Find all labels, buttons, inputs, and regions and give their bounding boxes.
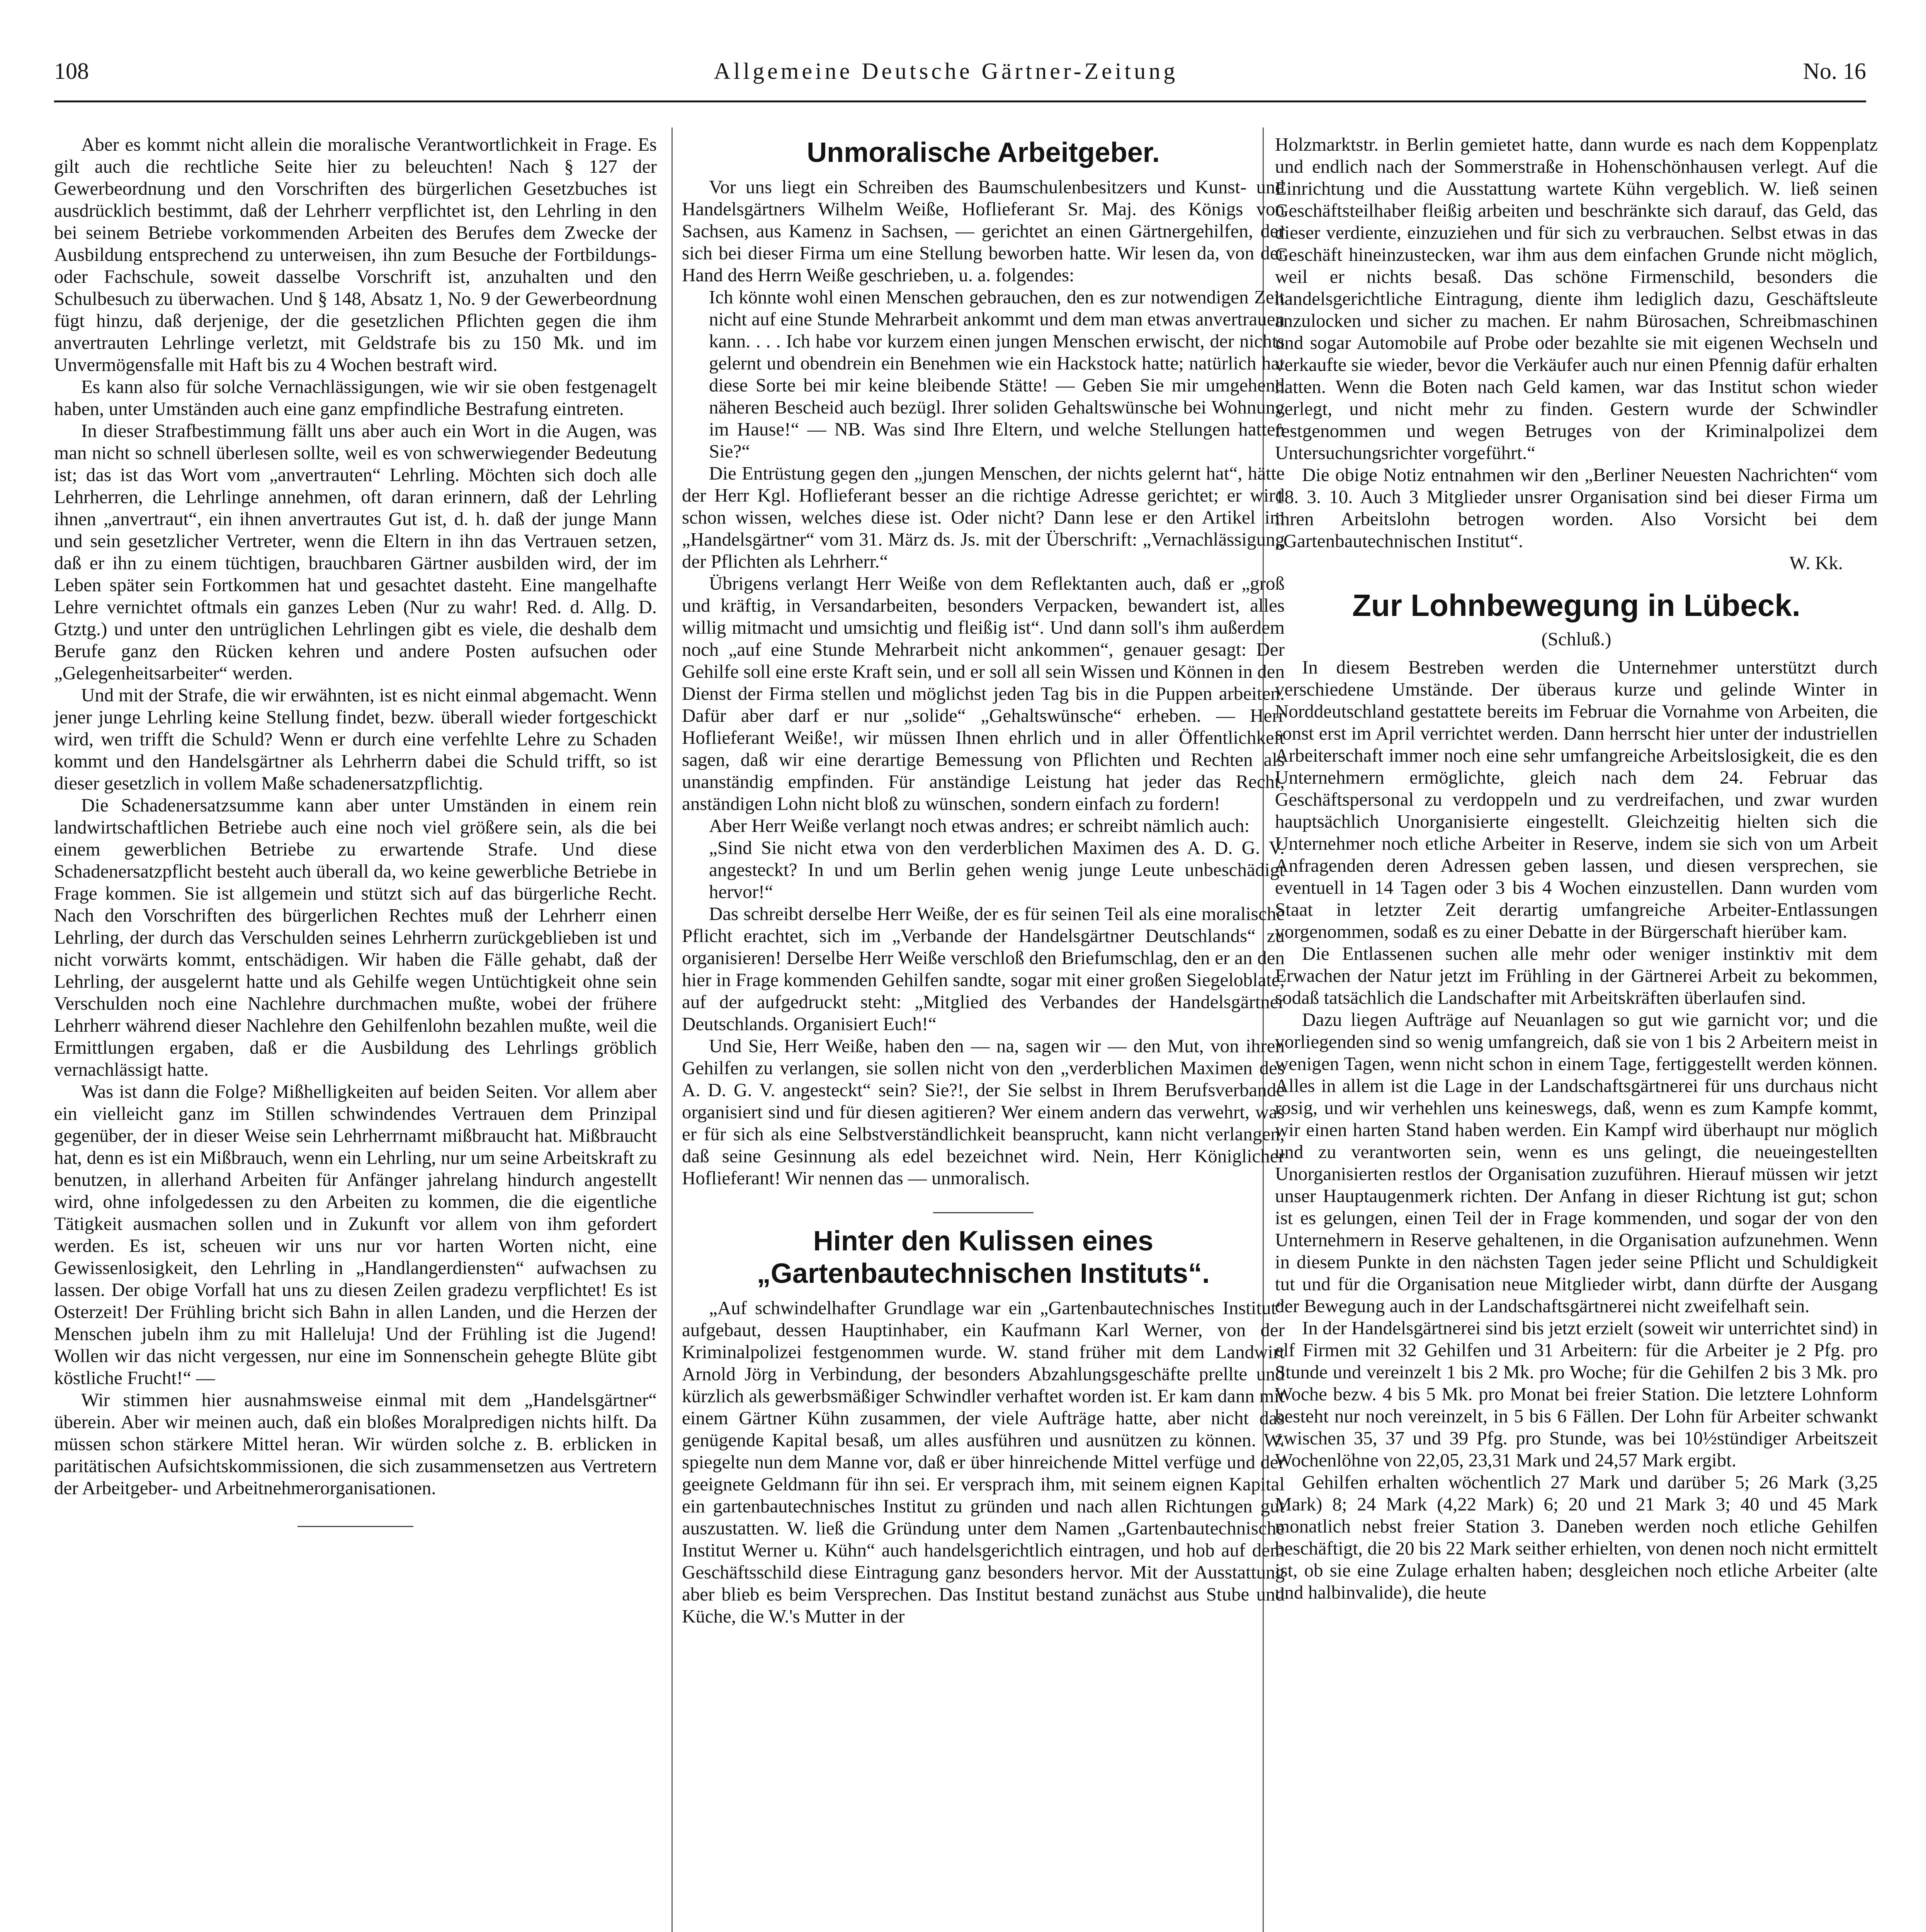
article-subheading: (Schluß.): [1541, 628, 1612, 650]
page-header: [54, 58, 1866, 102]
article-heading: Zur Lohnbewegung in Lübeck.: [1352, 588, 1800, 622]
paragraph: Und mit der Strafe, die wir erwähnten, ist es nicht einmal abgemacht. Wenn jener junge Lehrling keine Stellung findet, bezw. überall wieder fortgeschickt wird, wen trifft die Schuld? Wenn er durch eine verfehlte Lehre zu Schaden kommt und den Handelsgärtner als Lehrherrn dabei die Schuld trifft, so ist dieser gesetzlich in vollem Maße schadenersatzpflichtig.: [54, 684, 657, 794]
author-signature: W. Kk.: [1789, 552, 1843, 573]
column-divider: [671, 128, 673, 1932]
paragraph: Holzmarktstr. in Berlin gemietet hatte, dann wurde es nach dem Koppenplatz und endlich nach der Sommerstraße in Hohenschönhausen verlegt. Auf die Einrichtung und die Ausstattung wartete Kühn vergeblich. W. ließ seinen Geschäftsteilhaber fleißig arbeiten und beschränkte sich darauf, das Geld, das dieser verdiente, einzuziehen und für sich zu verbrauchen. Selbst etwas in das Geschäft hineinzustecken, war ihm aus dem einfachen Grunde nicht möglich, weil er nichts besaß. Das schöne Firmenschild, besonders die handelsgerichtliche Eintragung, diente ihm lediglich dazu, Geschäftsleute anzulocken und sicher zu machen. Er nahm Bürosachen, Schreibmaschinen und sogar Automobile auf Probe oder bezahlte sie mit eigenen Wechseln und verkaufte sie wieder, bevor die Verkäufer auch nur einen Pfennig dafür erhalten hatten. Wenn die Boten nach Geld kamen, war das Institut schon wieder verlegt, und nicht mehr zu finden. Gestern wurde der Schwindler festgenommen und wegen Betruges von der Kriminalpolizei dem Untersuchungsrichter vorgeführt.“: [1275, 134, 1878, 463]
paragraph: Aber Herr Weiße verlangt noch etwas andres; er schreibt nämlich auch:: [709, 815, 1250, 836]
paragraph: Und Sie, Herr Weiße, haben den — na, sagen wir — den Mut, von ihren Gehilfen zu verlangen, sie sollen nicht von den „verderblichen Maximen des A. D. G. V. angesteckt“ sein? Sie?!, der Sie selbst in Ihrem Berufsverbande organisiert sind und für diesen agitieren? Wer einem andern das verwehrt, was er für sich als eine Selbstverständlichkeit beansprucht, kann nicht verlangen, daß seine Gesinnung als edel bezeichnet wird. Nein, Herr Königlicher Hoflieferant! Wir nennen das — unmoralisch.: [682, 1035, 1285, 1189]
paragraph: Die obige Notiz entnahmen wir den „Berliner Neuesten Nachrichten“ vom 18. 3. 10. Auch 3 Mitglieder unsrer Organisation sind bei dieser Firma um ihren Arbeitslohn betrogen worden. Also Vorsicht bei dem „Gartenbautechnischen Institut“.: [1275, 464, 1878, 551]
quotation: Ich könnte wohl einen Menschen gebrauchen, den es zur notwendigen Zeit nicht auf eine Stunde Mehrarbeit ankommt und dem man etwas anvertrauen kann. . . . Ich habe vor kurzem einen jungen Menschen erwischt, der nichts gelernt und obendrein ein Benehmen wie ein Hackstock hatte; natürlich hat diese Sorte bei mir keine bleibende Stätte! — Geben Sie mir umgehend näheren Bescheid auch bezügl. Ihrer soliden Gehaltswünsche bei Wohnung im Hause!“ — NB. Was sind Ihre Eltern, und welche Stellungen hatten Sie?“: [709, 286, 1285, 462]
column-2: [682, 133, 1285, 1627]
paragraph: Das schreibt derselbe Herr Weiße, der es für seinen Teil als eine moralische Pflicht erachtet, sich im „Verbande der Handelsgärtner Deutschlands“ zu organisieren! Derselbe Herr Weiße verschloß den Briefumschlag, den er an den hier in Frage kommenden Gehilfen sandte, sogar mit einer großen Siegeloblate, auf der aufgedruckt steht: „Mitglied des Verbandes der Handelsgärtner Deutschlands. Organisiert Euch!“: [682, 903, 1285, 1034]
paragraph: Gehilfen erhalten wöchentlich 27 Mark und darüber 5; 26 Mark (3,25 Mark) 8; 24 Mark (4,22 Mark) 6; 20 und 21 Mark 3; 40 und 45 Mark monatlich nebst freier Station 3. Daneben werden noch etliche Gehilfen beschäftigt, die 20 bis 22 Mark seither erhielten, von denen noch nicht ermittelt ist, ob sie eine Zulage erhalten haben; desgleichen noch etliche Arbeiter (alte und halbinvalide), die heute: [1275, 1471, 1878, 1603]
section-divider: [933, 1212, 1034, 1213]
paragraph: Aber es kommt nicht allein die moralische Verantwortlichkeit in Frage. Es gilt auch die rechtliche Seite hier zu beleuchten! Nach § 127 der Gewerbeordnung und den Vorschriften des bürgerlichen Gesetzbuches ist ausdrücklich bestimmt, daß der Lehrherr verpflichtet ist, den Lehrling in den bei seinem Betriebe vorkommenden Arbeiten des Berufes dem Zwecke der Ausbildung entsprechend zu unterweisen, ihn zum Besuche der Fortbildungs- oder Fachschule, soweit dasselbe Vorschrift ist, anzuhalten und den Schulbesuch zu überwachen. Und § 148, Absatz 1, No. 9 der Gewerbeordnung fügt hinzu, daß derjenige, der die gesetzlichen Pflichten gegen die ihm anvertrauten Lehrlinge verletzt, mit Geldstrafe bis zu 150 Mk. und im Unvermögensfalle mit Haft bis zu 4 Wochen bestraft wird.: [54, 134, 657, 375]
paragraph: Es kann also für solche Vernachlässigungen, wie wir sie oben festgenagelt haben, unter Umständen auch eine ganz empfindliche Bestrafung eintreten.: [54, 376, 657, 419]
paragraph: In der Handelsgärtnerei sind bis jetzt erzielt (soweit wir unterrichtet sind) in elf Firmen mit 32 Gehilfen und 31 Arbeitern: für die Arbeiter je 2 Pfg. pro Stunde und vereinzelt 1 bis 2 Mk. pro Woche; für die Gehilfen 2 bis 3 Mk. pro Woche bezw. 4 bis 5 Mk. pro Monat bei freier Station. Die letztere Lohnform besteht nur noch vereinzelt, in 5 bis 6 Fällen. Der Lohn für Arbeiter schwankt zwischen 35, 37 und 39 Pfg. pro Stunde, was bei 10½stündiger Arbeitszeit Wochenlöhne von 22,05, 23,31 Mark und 24,57 Mark ergibt.: [1275, 1317, 1878, 1471]
paragraph: Dazu liegen Aufträge auf Neuanlagen so gut wie garnicht vor; und die vorliegenden sind so wenig umfangreich, daß sie von 1 bis 2 Arbeitern meist in wenigen Tagen, wenn nicht schon in einem Tage, fertiggestellt werden können. Alles in allem ist die Lage in der Landschaftsgärtnerei für uns durchaus nicht rosig, und wir verhehlen uns keineswegs, daß, wenn es zum Kampfe kommt, wir einen harten Stand haben werden. Ein Kampf wird überhaupt nur möglich und zu verantworten sein, wenn es uns gelingt, die neueingestellten Unorganisierten restlos der Organisation zuzuführen. Hierauf müssen wir jetzt unser Hauptaugenmerk richten. Der Anfang in dieser Richtung ist gut; schon ist es gelungen, einen Teil der in Frage kommenden, und sogar der von den Unternehmern in Reserve gehaltenen, in die Organisation aufzunehmen. Wenn in diesem Punkte in den nächsten Tagen jeder seine Pflicht und Schuldigkeit tut und für die Organisation neue Mitglieder wirbt, dann dürfte der Ausgang der Bewegung auch in der Landschaftsgärtnerei nicht zweifelhaft sein.: [1275, 1009, 1878, 1316]
paragraph: In dieser Strafbestimmung fällt uns aber auch ein Wort in die Augen, was man nicht so schnell überlesen sollte, weil es von schwerwiegender Bedeutung ist; das ist das Wort vom „anvertrauten“ Lehrling. Möchten sich doch alle Lehrherren, die Lehrlinge annehmen, oft daran erinnern, daß der Lehrling ihnen „anvertraut“, ein ihnen anvertrautes Gut ist, d. h. daß der junge Mann und sein gesetzlicher Vertreter, wenn die Eltern in ihn das Vertrauen setzen, daß er ihn zu einem tüchtigen, brauchbaren Gärtner ausbilden wird, der im Leben später sein Fortkommen hat und gesachtet dasteht. Eine mangelhafte Lehre vernichtet oftmals ein ganzes Leben (Nur zu wahr! Red. d. Allg. D. Gtztg.) und unter den untrüglichen Lehrlingen gibt es viele, die deshalb dem Berufe ganz den Rücken kehren und andere Posten aufsuchen oder „Gelegenheitsarbeiter“ werden.: [54, 420, 657, 684]
paragraph: Die Entrüstung gegen den „jungen Menschen, der nichts gelernt hat“, hätte der Herr Kgl. Hoflieferant besser an die richtige Adresse gerichtet; er wird schon wissen, welches diese ist. Oder nicht? Dann lese er den Artikel im „Handelsgärtner“ vom 31. März ds. Js. mit der Überschrift: „Vernachlässigung der Pflichten als Lehrherr.“: [682, 463, 1285, 572]
paragraph: Vor uns liegt ein Schreiben des Baumschulenbesitzers und Kunst- und Handelsgärtners Wilhelm Weiße, Hoflieferant Sr. Maj. des Königs von Sachsen, aus Kamenz in Sachsen, — gerichtet an einen Gärtnergehilfen, der sich bei dieser Firma um eine Stellung beworben hatte. Wir lesen da, von der Hand des Herrn Weiße geschrieben, u. a. folgendes:: [682, 176, 1285, 286]
paragraph: Was ist dann die Folge? Mißhelligkeiten auf beiden Seiten. Vor allem aber ein vielleicht ganz im Stillen schwindendes Vertrauen dem Prinzipal gegenüber, der in dieser Weise sein Lehrherrnamt mißbraucht hat. Mißbraucht hat, denn es ist ein Mißbrauch, wenn ein Lehrling, nur um seine Arbeitskraft zu benutzen, in allerhand Arbeiten für Anfänger jahrelang hindurch angestellt wird, ohne infolgedessen zu den Arbeiten zu kommen, die die eigentliche Tätigkeit ausmachen sollen und in Zukunft vor allem von ihm gefordert werden. Es ist, scheuen wir uns nur vor harten Worten nicht, eine Gewissenlosigkeit, den Lehrling in „Handlangerdiensten“ aufwachsen zu lassen. Der obige Vorfall hat uns zu diesen Zeilen gradezu verpflichtet! Es ist Osterzeit! Der Frühling bricht sich Bahn in allen Landen, und die Herzen der Menschen jubeln ihm zu mit Halleluja! Und der Frühling ist die Jugend! Wollen wir das nicht vergessen, nur eine im Sonnenschein gehegte Blüte gibt köstliche Frucht!“ —: [54, 1081, 657, 1388]
issue-number: No. 16: [1803, 58, 1866, 84]
page-number: 108: [54, 58, 89, 84]
newspaper-title: Allgemeine Deutsche Gärtner-Zeitung: [714, 58, 1178, 84]
column-3: [1275, 133, 1878, 1603]
paragraph: Die Schadenersatzsumme kann aber unter Umständen in einem rein landwirtschaftlichen Betriebe auch eine noch viel größere sein, als die bei einem gewerblichen Betriebe zu erwartende Strafe. Und diese Schadenersatzpflicht besteht auch überall da, wo keine gewerbliche Betriebe in Frage kommen. Sie ist allgemein und stützt sich auf das bürgerliche Recht. Nach den Vorschriften des bürgerlichen Rechtes muß der Lehrherr einen Lehrling, der durch das Verschulden seines Lehrherrn zurückgeblieben ist und nicht vorwärts kommt, entschädigen. Wir haben die Fälle gehabt, daß der Lehrling, der ausgelernt hatte und als Gehilfe wegen Untüchtigkeit ohne sein Verschulden noch eine Nachlehre durchmachen mußte, wobei der frühere Lehrherr während dieser Nachlehre den Gehilfenlohn bezahlen mußte, weil die Ermittlungen ergaben, daß er die Ausbildung des Lehrlings gröblich vernachlässigt hatte.: [54, 794, 657, 1080]
article-heading: Hinter den Kulissen eines „Gartenbautechnischen Instituts“.: [756, 1226, 1210, 1289]
section-divider: [297, 1526, 413, 1527]
column-1: [54, 133, 657, 1535]
quotation: „Sind Sie nicht etwa von den verderblichen Maximen des A. D. G. V. angesteckt? In und um Berlin gehen wenig junge Leute unbeschädigt hervor!“: [709, 837, 1285, 902]
paragraph: Wir stimmen hier ausnahmsweise einmal mit dem „Handelsgärtner“ überein. Aber wir meinen auch, daß ein bloßes Moralpredigen nichts hilft. Da müssen schon stärkere Mittel heran. Wir würden solche z. B. erblicken in paritätischen Aufsichtskommissionen, die sich zusammensetzen aus Vertretern der Arbeitgeber- und Arbeitnehmerorganisationen.: [54, 1389, 657, 1498]
paragraph: In diesem Bestreben werden die Unternehmer unterstützt durch verschiedene Umstände. Der überaus kurze und gelinde Winter in Norddeutschland gestattete bereits im Februar die Vornahme von Arbeiten, die sonst erst im April verrichtet werden. Dann herrscht hier unter der industriellen Arbeiterschaft immer noch eine sehr umfangreiche Arbeitslosigkeit, die es den Unternehmern ermöglichte, gleich nach dem 24. Februar das Geschäftspersonal zu verdoppeln und zu verdreifachen, und zwar wurden hauptsächlich Unorganisierte eingestellt. Gleichzeitig hielten sich die Unternehmer noch etliche Arbeiter in Reserve, indem sie sich von um Arbeit Anfragenden deren Adressen geben lassen, und diesen versprechen, sie eventuell in 14 Tagen oder 3 bis 4 Wochen einzustellen. Dann wurden vom Staat in letzter Zeit derartig umfangreiche Arbeiter-Entlassungen vorgenommen, sodaß es zu einer Debatte in der Bürgerschaft hierüber kam.: [1275, 656, 1878, 942]
article-heading: Unmoralische Arbeitgeber.: [807, 137, 1160, 168]
paragraph: Übrigens verlangt Herr Weiße von dem Reflektanten auch, daß er „groß und kräftig, in Versandarbeiten, besonders Verpacken, bewandert ist, alles willig mitmacht und umsichtig und fleißig ist“. Und dann soll's ihm außerdem noch „auf eine Stunde Mehrarbeit nicht ankommen“, genauer gesagt: Der Gehilfe soll eine erste Kraft sein, und er soll all sein Wissen und Können in den Dienst der Firma stellen und möglichst jeden Tag bis in die Puppen arbeiten. Dafür aber darf er nur „solide“ „Gehaltswünsche“ erheben. — Herr Hoflieferant Weiße!, wir müssen Ihnen ehrlich und in aller Öffentlichkeit sagen, daß wir eine derartige Bemessung von Pflichten und Rechten als unanständig empfinden. Für anständige Leistung hat jeder das Recht, anständigen Lohn nicht bloß zu wünschen, sondern einfach zu fordern!: [682, 573, 1285, 814]
paragraph: Die Entlassenen suchen alle mehr oder weniger instinktiv mit dem Erwachen der Natur jetzt im Frühling in der Gärtnerei Arbeit zu bekommen, sodaß tatsächlich die Landschafter mit Arbeitskräften überlaufen sind.: [1275, 943, 1878, 1008]
paragraph: „Auf schwindelhafter Grundlage war ein „Gartenbautechnisches Institut“ aufgebaut, dessen Hauptinhaber, ein Kaufmann Karl Werner, von der Kriminalpolizei festgenommen wurde. W. stand früher mit dem Landwirt Arnold Jörg in Verbindung, der besonders Abzahlungsgeschäfte prellte und kürzlich als gewerbsmäßiger Schwindler verhaftet worden ist. Er kam dann mit einem Gärtner Kühn zusammen, der viele Aufträge hatte, aber nicht das genügende Kapital besaß, um alles ausführen und ausnützen zu können. W. spiegelte nun dem Manne vor, daß er über hinreichende Mittel verfüge und der geeignete Geldmann für ihn sei. Er versprach ihm, mit seinem eignen Kapital ein gartenbautechnisches Institut zu gründen und nach allen Richtungen gut auszustatten. W. ließ die Gründung unter dem Namen „Gartenbautechnische Institut Werner u. Kühn“ auch handelsgerichtlich eintragen, und hob auf dem Geschäftsschild diese Eintragung ganz besonders hervor. Mit der Ausstattung aber blieb es beim Versprechen. Das Institut bestand zunächst aus Stube und Küche, die W.'s Mutter in der: [682, 1297, 1285, 1627]
